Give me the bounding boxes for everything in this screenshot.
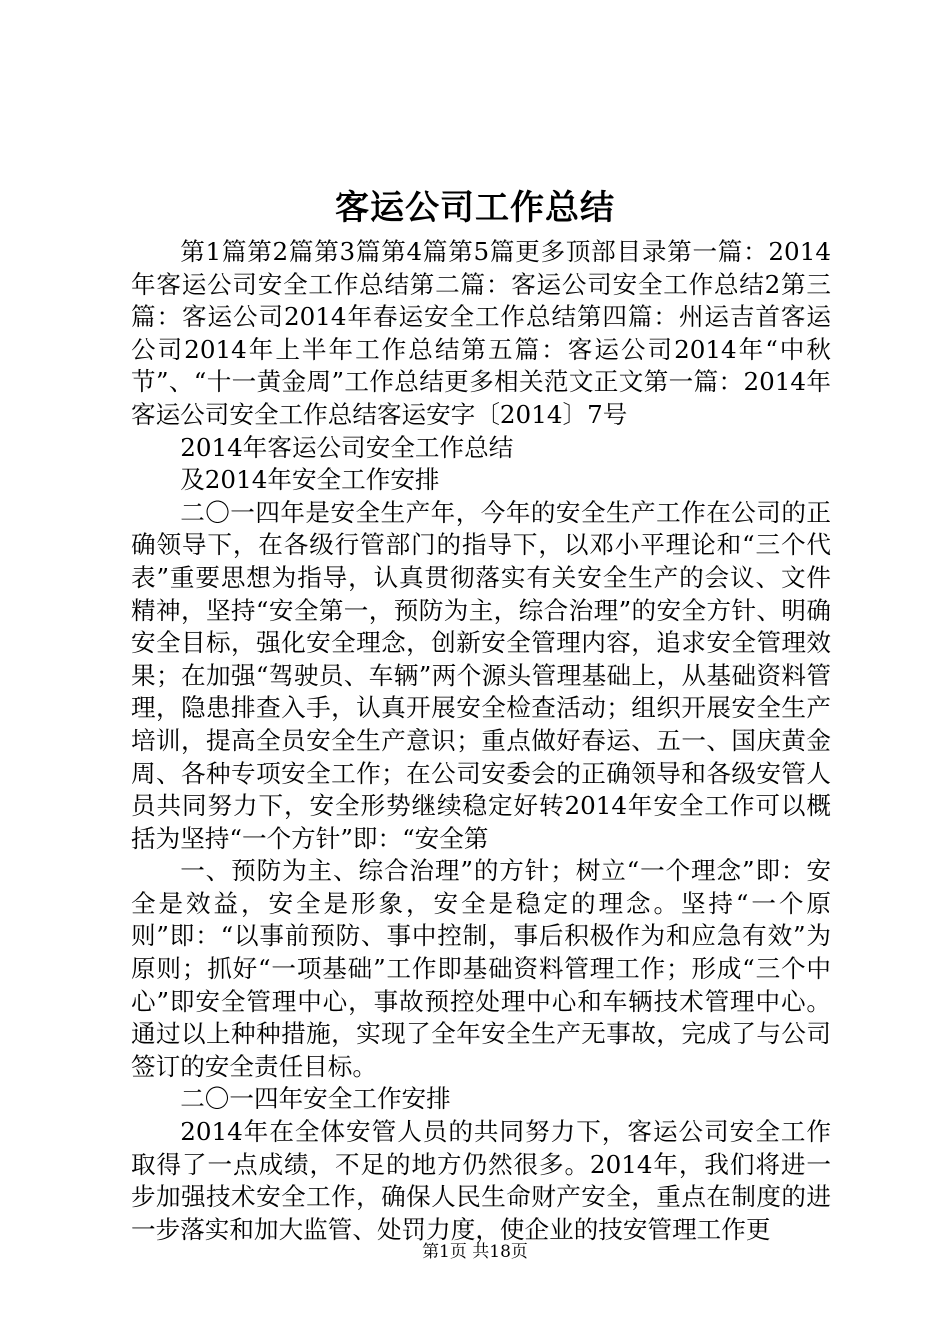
paragraph-section-heading: 二〇一四年安全工作安排 [180,1084,451,1114]
page-footer: 第1页 共18页 [422,1242,528,1262]
paragraph-toc: 第1篇第2篇第3篇第4篇第5篇更多顶部目录第一篇：2014年客运公司安全工作总结第二篇：客运公司安全工作总结2第三篇：客运公司2014年春运安全工作总结第四篇：州运吉首客运公司2014年上半年工作总结第五篇：客运公司2014年“中秋节”、“十一黄金周”工作总结更多相关范文正文第一篇：2014年客运公司安全工作总结客运安字〔2014〕7号 [131,237,831,429]
paragraph-plan: 2014年在全体安管人员的共同努力下，客运公司安全工作取得了一点成绩，不足的地方仍然很多。2014年，我们将进一步加强技术安全工作，确保人民生命财产安全，重点在制度的进一步落实和加大监管、处罚力度，使企业的技安管理工作更 [131,1117,831,1244]
paragraph-heading-arrangement: 及2014年安全工作安排 [180,465,440,495]
paragraph-heading-summary: 2014年客运公司安全工作总结 [180,432,514,462]
document-body [131,236,831,1246]
paragraph-intro: 二〇一四年是安全生产年，今年的安全生产工作在公司的正确领导下，在各级行管部门的指导下，以邓小平理论和“三个代表”重要思想为指导，认真贯彻落实有关安全生产的会议、文件精神，坚持“安全第一，预防为主，综合治理”的安全方针、明确安全目标，强化安全理念，创新安全管理内容，追求安全管理效果；在加强“驾驶员、车辆”两个源头管理基础上，从基础资料管理，隐患排查入手，认真开展安全检查活动；组织开展安全生产培训，提高全员安全生产意识；重点做好春运、五一、国庆黄金周、各种专项安全工作；在公司安委会的正确领导和各级安管人员共同努力下，安全形势继续稳定好转2014年安全工作可以概括为坚持“一个方针”即：“安全第 [131,497,831,853]
paragraph-principles: 一、预防为主、综合治理”的方针；树立“一个理念”即：安全是效益，安全是形象，安全是稳定的理念。坚持“一个原则”即：“以事前预防、事中控制，事后积极作为和应急有效”为原则；抓好“一项基础”工作即基础资料管理工作；形成“三个中心”即安全管理中心，事故预控处理中心和车辆技术管理中心。通过以上种种措施，实现了全年安全生产无事故，完成了与公司签订的安全责任目标。 [131,856,831,1081]
document-title: 客运公司工作总结 [335,188,615,228]
